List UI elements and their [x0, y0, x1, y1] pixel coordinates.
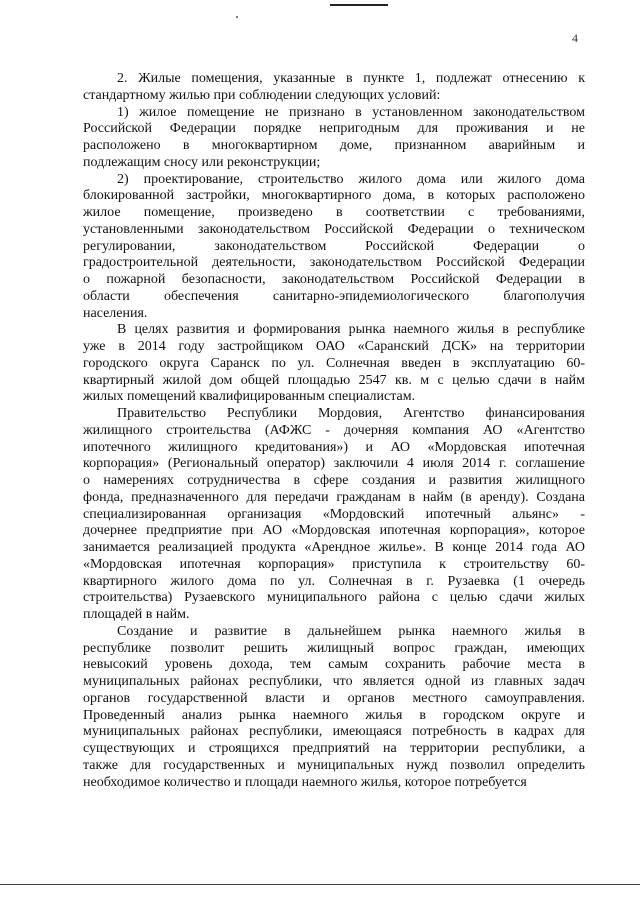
text-line: стандартному жилью при соблюдении следующих условий: — [83, 87, 441, 103]
text-line: о намерениях сотрудничества в сфере создания и развития жилищного — [83, 473, 585, 488]
text-line: жилое помещение, произведено в соответствии с требованиями, — [83, 205, 585, 220]
text-line: установленными законодательством Российской Федерации о техническом — [83, 221, 585, 237]
text-line: 1) жилое помещение не признано в установленном законодательством — [117, 104, 585, 120]
text-line: Проведенный анализ рынка наемного жилья в городском округе и — [83, 707, 585, 723]
text-line: Создание и развитие в дальнейшем рынка наемного жилья в — [117, 623, 585, 639]
text-line: органов государственной власти и органов местного самоуправления. — [83, 690, 585, 706]
paragraph — [83, 406, 585, 624]
text-line: квартирный жилой дом общей площадью 2547 кв. м с целью сдачи в найм — [83, 372, 585, 388]
text-line: республике позволит решить жилищный вопрос граждан, имеющих — [83, 640, 585, 656]
text-line: регулировании, законодательством Российской Федерации о — [83, 238, 585, 254]
document-body — [83, 71, 585, 791]
text-line: площадей в найм. — [83, 607, 190, 622]
scan-artifact-line — [330, 4, 388, 6]
text-line: существующих и строящихся предприятий на территории республики, а — [83, 741, 585, 756]
text-line: уже в 2014 году застройщиком ОАО «Саранский ДСК» на территории — [83, 339, 585, 354]
text-line: квартирного жилого дома по ул. Солнечная в г. Рузаевка (1 очередь — [83, 573, 585, 589]
text-line: муниципальных районах республики, имеющаяся потребность в кадрах для — [83, 724, 585, 740]
paragraph — [83, 105, 585, 172]
paragraph — [83, 322, 585, 406]
page-bottom-edge — [0, 884, 640, 885]
text-line: ипотечного жилищного кредитования») и АО «Мордовская ипотечная — [83, 439, 585, 455]
text-line: расположено в многоквартирном доме, признанном аварийным и — [83, 138, 585, 153]
paragraph — [83, 71, 585, 105]
text-line: 2. Жилые помещения, указанные в пункте 1, подлежат отнесению к — [117, 71, 585, 86]
text-line: необходимое количество и площади наемного жилья, которое потребуется — [83, 774, 527, 790]
text-line: занимается реализацией продукта «Арендное жилье». В конце 2014 года АО — [83, 540, 585, 555]
text-line: «Мордовская ипотечная корпорация» приступила к строительству 60- — [83, 556, 585, 572]
text-line: муниципальных районах республики, что является одной из главных задач — [83, 674, 585, 689]
scan-artifact-dot — [236, 16, 238, 18]
text-line: жилищного строительства (АФЖС - дочерняя компания АО «Агентство — [83, 422, 585, 438]
text-line: В целях развития и формирования рынка наемного жилья в республике — [117, 322, 585, 338]
text-line: строительства) Рузаевского муниципального района с целью сдачи жилых — [83, 590, 585, 606]
page-number: 4 — [572, 31, 578, 45]
text-line: дочернее предприятие при АО «Мордовская ипотечная корпорация», которое — [83, 523, 585, 539]
text-line: населения. — [83, 305, 148, 321]
text-line: Правительство Республики Мордовия, Агентство финансирования — [117, 406, 585, 421]
text-line: жилых помещений квалифицированным специалистам. — [83, 389, 416, 405]
text-line: городского округа Саранск по ул. Солнечная введен в эксплуатацию 60- — [83, 355, 585, 371]
paragraph — [83, 624, 585, 792]
text-line: области обеспечения санитарно-эпидемиологического благополучия — [83, 288, 585, 304]
text-line: специализированная организация «Мордовский ипотечный альянс» - — [83, 506, 585, 522]
text-line: Российской Федерации порядке непригодным для проживания и не — [83, 121, 585, 137]
text-line: о пожарной безопасности, законодательством Российской Федерации в — [83, 272, 585, 287]
text-line: подлежащим сносу или реконструкции; — [83, 154, 321, 170]
text-line: 2) проектирование, строительство жилого дома или жилого дома — [117, 171, 585, 187]
text-line: также для государственных и муниципальных нужд позволил определить — [83, 757, 585, 773]
paragraph — [83, 172, 585, 323]
text-line: невысокий уровень дохода, тем самым сохранить рабочие места в — [83, 657, 585, 673]
text-line: градостроительной деятельности, законодательством Российской Федерации — [83, 255, 585, 271]
text-line: корпорация» (Региональный оператор) заключили 4 июля 2014 г. соглашение — [83, 456, 585, 472]
text-line: фонда, предназначенного для передачи гражданам в найм (в аренду). Создана — [83, 489, 585, 505]
text-line: блокированной застройки, многоквартирного дома, в которых расположено — [83, 188, 585, 204]
